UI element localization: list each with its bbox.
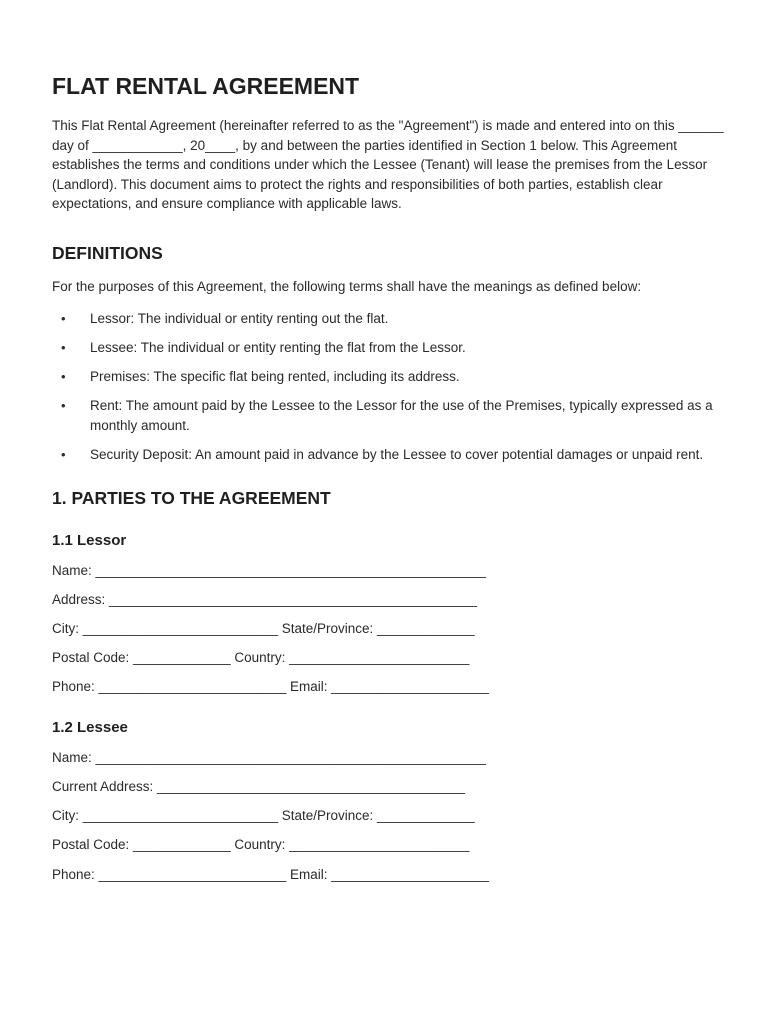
definitions-intro: For the purposes of this Agreement, the following terms shall have the meanings as defined below: <box>52 278 642 294</box>
intro-paragraph: This Flat Rental Agreement (hereinafter referred to as the "Agreement") is made and entered into on this ______ day of ____________, 20____, by and between the parties identified in Section 1 below. This Agreement establishes the terms and conditions under which the Lessee (Tenant) will lease the premises from the Lessor (Landlord). This document aims to protect the rights and responsibilities of both parties, establish clear expectations, and ensure compliance with applicable laws. <box>52 118 724 212</box>
definition-text: Lessor: The individual or entity renting out the flat. <box>90 310 389 326</box>
lessee-heading: 1.2 Lessee <box>52 718 128 736</box>
definition-text: Rent: The amount paid by the Lessee to the Lessor for the use of the Premises, typically expressed as a monthly amount. <box>90 398 713 433</box>
lessee-name-field: Name: ____________________________________________________ <box>52 749 486 765</box>
definition-item <box>52 445 724 465</box>
bullet-icon: • <box>61 446 66 462</box>
lessor-city-state-field: City: __________________________ State/Province: _____________ <box>52 620 475 636</box>
definitions-list <box>52 309 724 465</box>
definition-item <box>52 396 724 435</box>
definitions-heading: DEFINITIONS <box>52 242 163 263</box>
bullet-icon: • <box>61 339 66 355</box>
lessor-address-field: Address: _________________________________________________ <box>52 591 477 607</box>
lessee-phone-email-field: Phone: _________________________ Email: _____________________ <box>52 866 489 882</box>
lessor-name-field: Name: ____________________________________________________ <box>52 562 486 578</box>
definition-item <box>52 367 724 387</box>
definition-text: Premises: The specific flat being rented, including its address. <box>90 368 460 384</box>
definition-text: Security Deposit: An amount paid in advance by the Lessee to cover potential damages or unpaid rent. <box>90 446 704 462</box>
document-page <box>52 72 724 894</box>
bullet-icon: • <box>61 368 66 384</box>
lessee-postal-country-field: Postal Code: _____________ Country: ________________________ <box>52 837 470 853</box>
definition-item <box>52 309 724 329</box>
document-title: FLAT RENTAL AGREEMENT <box>52 73 360 99</box>
parties-section-heading: 1. PARTIES TO THE AGREEMENT <box>52 487 331 508</box>
lessor-phone-email-field: Phone: _________________________ Email: _____________________ <box>52 679 489 695</box>
bullet-icon: • <box>61 398 66 414</box>
definition-item <box>52 338 724 358</box>
bullet-icon: • <box>61 310 66 326</box>
lessor-postal-country-field: Postal Code: _____________ Country: ________________________ <box>52 650 470 666</box>
definition-text: Lessee: The individual or entity renting the flat from the Lessor. <box>90 339 466 355</box>
lessee-address-field: Current Address: _________________________________________ <box>52 779 465 795</box>
lessee-city-state-field: City: __________________________ State/Province: _____________ <box>52 808 475 824</box>
lessor-heading: 1.1 Lessor <box>52 531 127 549</box>
